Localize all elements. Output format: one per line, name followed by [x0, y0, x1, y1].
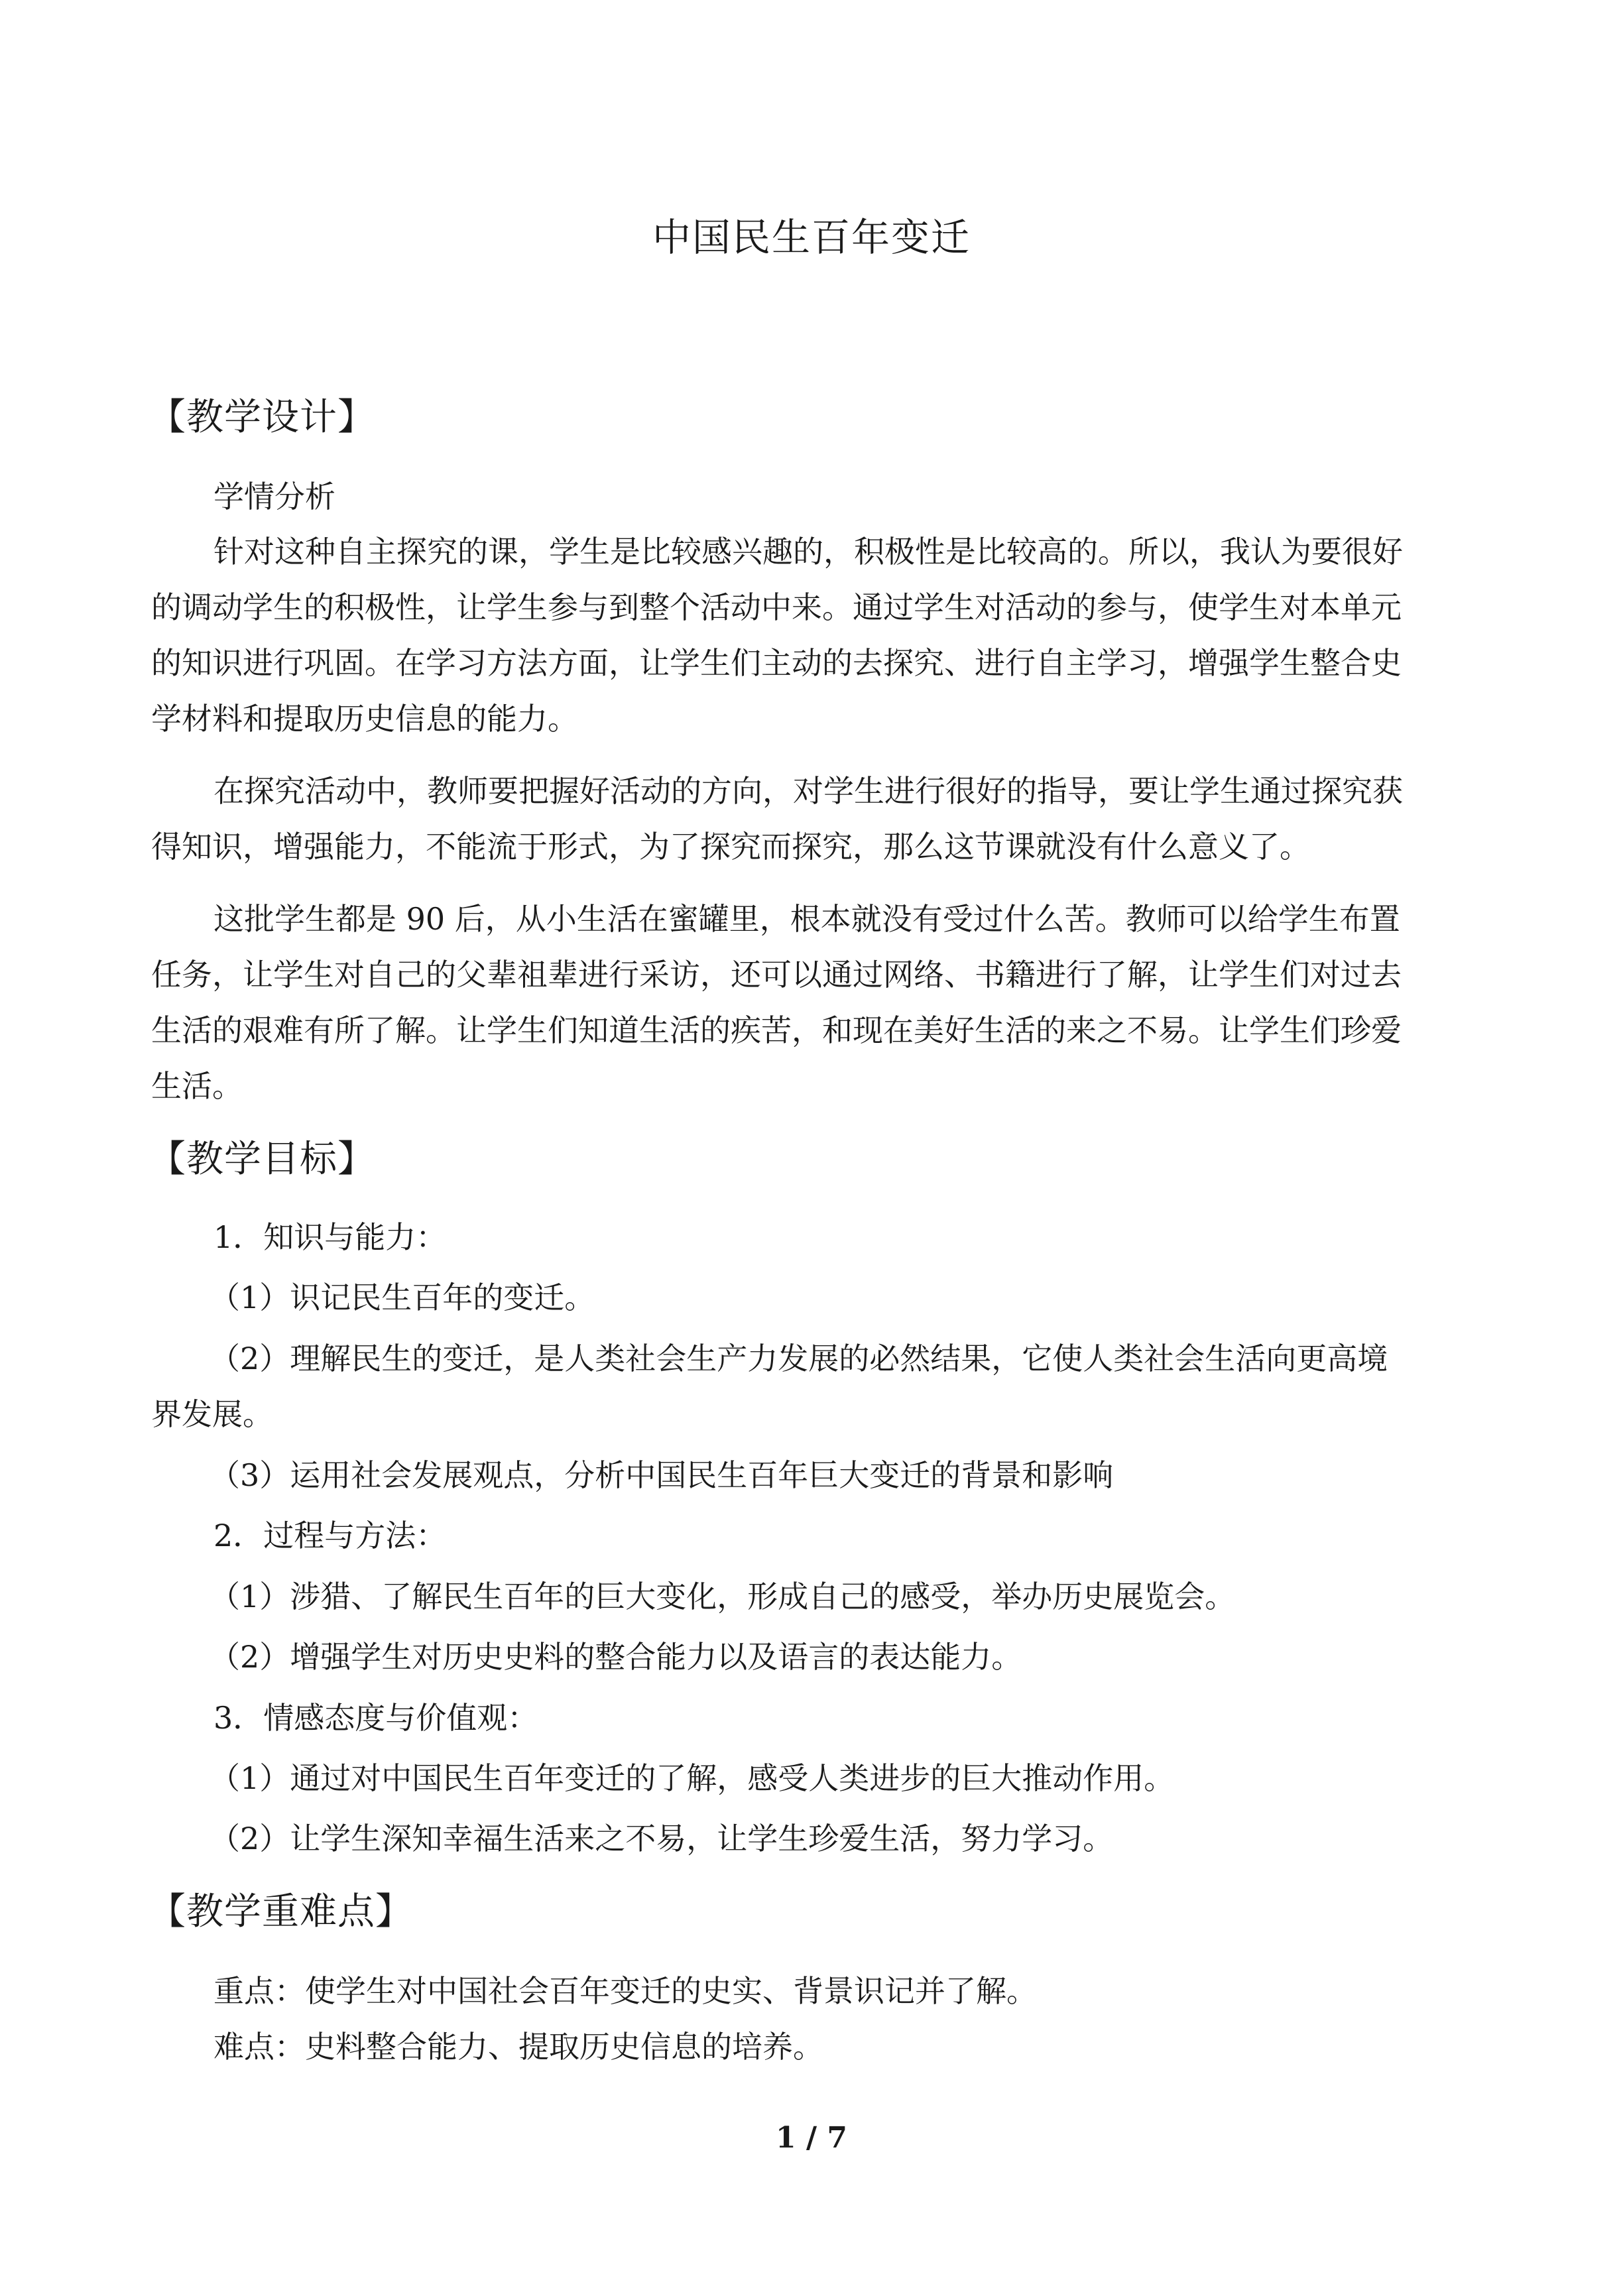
paragraph-line: 在探究活动中，教师要把握好活动的方向，对学生进行很好的指导，要让学生通过探究获 — [213, 773, 1403, 809]
paragraph-line: 得知识，增强能力，不能流于形式，为了探究而探究，那么这节课就没有什么意义了。 — [151, 829, 1310, 865]
goal-line: （3）运用社会发展观点，分析中国民生百年巨大变迁的背景和影响 — [210, 1457, 1114, 1493]
paragraph-line: 针对这种自主探究的课，学生是比较感兴趣的，积极性是比较高的。所以，我认为要很好 — [213, 534, 1403, 570]
paragraph-line: 这批学生都是 90 后，从小生活在蜜罐里，根本就没有受过什么苦。教师可以给学生布置 — [213, 901, 1400, 937]
goal-line: （2）增强学生对历史史料的整合能力以及语言的表达能力。 — [210, 1639, 1022, 1675]
key-point-line: 重点：使学生对中国社会百年变迁的史实、背景识记并了解。 — [213, 1973, 1037, 2009]
section-heading-key-points: 【教学重难点】 — [149, 1890, 413, 1933]
goal-line: （2）让学生深知幸福生活来之不易，让学生珍爱生活，努力学习。 — [210, 1821, 1114, 1856]
goal-line: 3．情感态度与价值观： — [213, 1700, 538, 1736]
goal-line: 1．知识与能力： — [213, 1219, 447, 1255]
paragraph-line: 学材料和提取历史信息的能力。 — [151, 701, 578, 737]
paragraph-line: 生活。 — [151, 1068, 243, 1104]
paragraph-line: 任务，让学生对自己的父辈祖辈进行采访，还可以通过网络、书籍进行了解，让学生们对过去 — [151, 957, 1402, 993]
goal-line: （1）涉猎、了解民生百年的巨大变化，形成自己的感受，举办历史展览会。 — [210, 1579, 1236, 1614]
goal-line: （1）通过对中国民生百年变迁的了解，感受人类进步的巨大推动作用。 — [210, 1760, 1175, 1796]
paragraph-line: 的知识进行巩固。在学习方法方面，让学生们主动的去探究、进行自主学习，增强学生整合史 — [151, 645, 1402, 681]
section-heading-goals: 【教学目标】 — [149, 1138, 375, 1181]
goal-line: 2．过程与方法： — [213, 1518, 447, 1553]
goal-line: （1）识记民生百年的变迁。 — [210, 1280, 595, 1315]
page-number: 1 / 7 — [776, 2121, 847, 2155]
goal-line: （2）理解民生的变迁，是人类社会生产力发展的必然结果，它使人类社会生活向更高境 — [210, 1341, 1388, 1376]
section-heading-design: 【教学设计】 — [149, 396, 375, 439]
page-title: 中国民生百年变迁 — [652, 215, 971, 260]
paragraph-line: 生活的艰难有所了解。让学生们知道生活的疾苦，和现在美好生活的来之不易。让学生们珍爱 — [151, 1012, 1402, 1048]
key-point-line: 难点：史料整合能力、提取历史信息的培养。 — [213, 2029, 823, 2065]
section-subtitle: 学情分析 — [213, 479, 335, 514]
paragraph-line: 的调动学生的积极性，让学生参与到整个活动中来。通过学生对活动的参与，使学生对本单元 — [151, 589, 1402, 625]
goal-line: 界发展。 — [151, 1396, 273, 1432]
